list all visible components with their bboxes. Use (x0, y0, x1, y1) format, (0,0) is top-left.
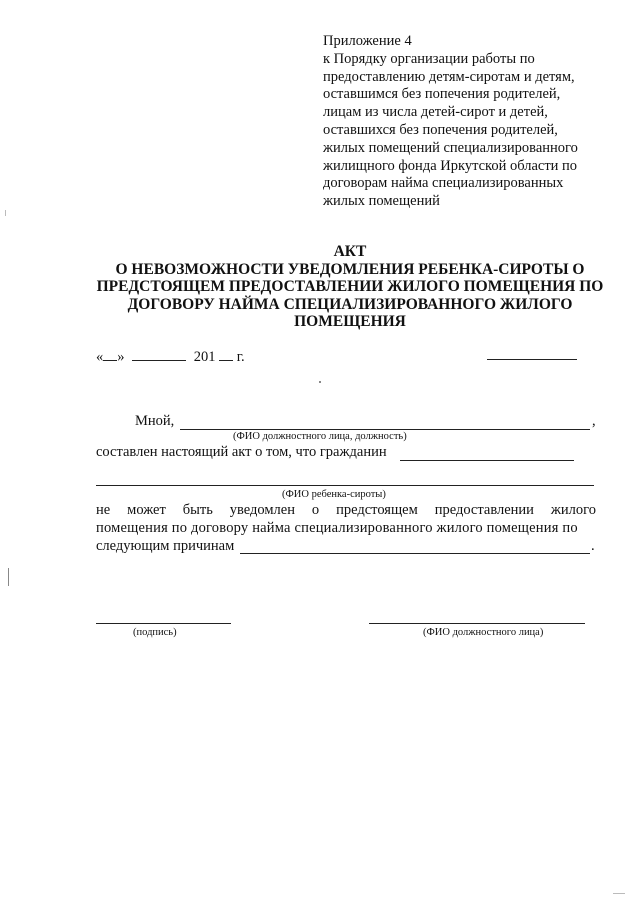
reasons-blank[interactable] (240, 553, 590, 554)
appendix-line: оставшимся без попечения родителей, (323, 86, 561, 103)
notice-line-1 (96, 502, 596, 519)
document-title (60, 243, 640, 331)
notice-word: жилого (550, 502, 596, 518)
official-name-blank[interactable] (180, 429, 590, 430)
signature-blank[interactable] (96, 623, 231, 624)
day-blank[interactable] (103, 347, 117, 361)
official-name-caption: (ФИО должностного лица) (423, 627, 544, 638)
notice-word: может (127, 502, 166, 518)
notice-word: о (311, 502, 320, 518)
title-line: О НЕВОЗМОЖНОСТИ УВЕДОМЛЕНИЯ РЕБЕНКА-СИРОТЫ О (115, 260, 585, 278)
notice-word: не (96, 502, 111, 518)
notice-word: уведомлен (229, 502, 295, 518)
date-open-quote: « (96, 349, 104, 365)
appendix-line: жилых помещений (323, 193, 440, 210)
signature-caption: (подпись) (133, 627, 177, 638)
reasons-end: . (591, 538, 595, 554)
title-line: ПРЕДСТОЯЩЕМ ПРЕДОСТАВЛЕНИИ ЖИЛОГО ПОМЕЩЕНИЯ ПО (96, 278, 604, 295)
date-close-quote: » (117, 349, 125, 365)
notice-word: предоставлении (434, 502, 534, 518)
scan-speck (319, 381, 321, 383)
notice-word: предстоящем (336, 502, 418, 518)
appendix-line: жилых помещений специализированного (323, 139, 578, 156)
notice-line-2: помещения по договору найма специализированного жилого помещения по (96, 520, 578, 536)
notice-word: быть (182, 502, 213, 518)
appendix-line: к Порядку организации работы по (323, 50, 535, 67)
year-blank[interactable] (219, 347, 233, 361)
child-caption: (ФИО ребенка-сироты) (282, 489, 386, 500)
title-line: ПОМЕЩЕНИЯ (294, 313, 406, 330)
title-line: ДОГОВОРУ НАЙМА СПЕЦИАЛИЗИРОВАННОГО ЖИЛОГО (127, 295, 573, 313)
citizen-blank[interactable] (400, 460, 574, 461)
reasons-label: следующим причинам (96, 538, 235, 554)
place-blank[interactable] (487, 359, 577, 360)
by-me-label: Мной, (135, 413, 175, 429)
month-blank[interactable] (132, 347, 186, 361)
appendix-line: оставшихся без попечения родителей, (323, 121, 558, 138)
by-me-comma: , (592, 413, 596, 429)
appendix-line: жилищного фонда Иркутской области по (323, 157, 578, 174)
year-suffix: г. (236, 349, 245, 365)
date-line (96, 347, 245, 366)
year-prefix: 201 (193, 349, 216, 365)
scan-speck (613, 893, 625, 894)
official-caption: (ФИО должностного лица, должность) (233, 431, 407, 442)
title-line: АКТ (333, 243, 367, 260)
appendix-line: договорам найма специализированных (323, 175, 564, 192)
appendix-line: Приложение 4 (323, 33, 412, 49)
appendix-line: предоставлению детям-сиротам и детям, (323, 68, 575, 85)
compiled-text: составлен настоящий акт о том, что гражданин (96, 444, 387, 460)
scan-speck (5, 210, 6, 216)
scan-mark (8, 568, 9, 586)
child-name-blank[interactable] (96, 485, 594, 486)
appendix-header (323, 33, 623, 211)
appendix-line: лицам из числа детей-сирот и детей, (323, 104, 548, 121)
official-signature-name-blank[interactable] (369, 623, 585, 624)
